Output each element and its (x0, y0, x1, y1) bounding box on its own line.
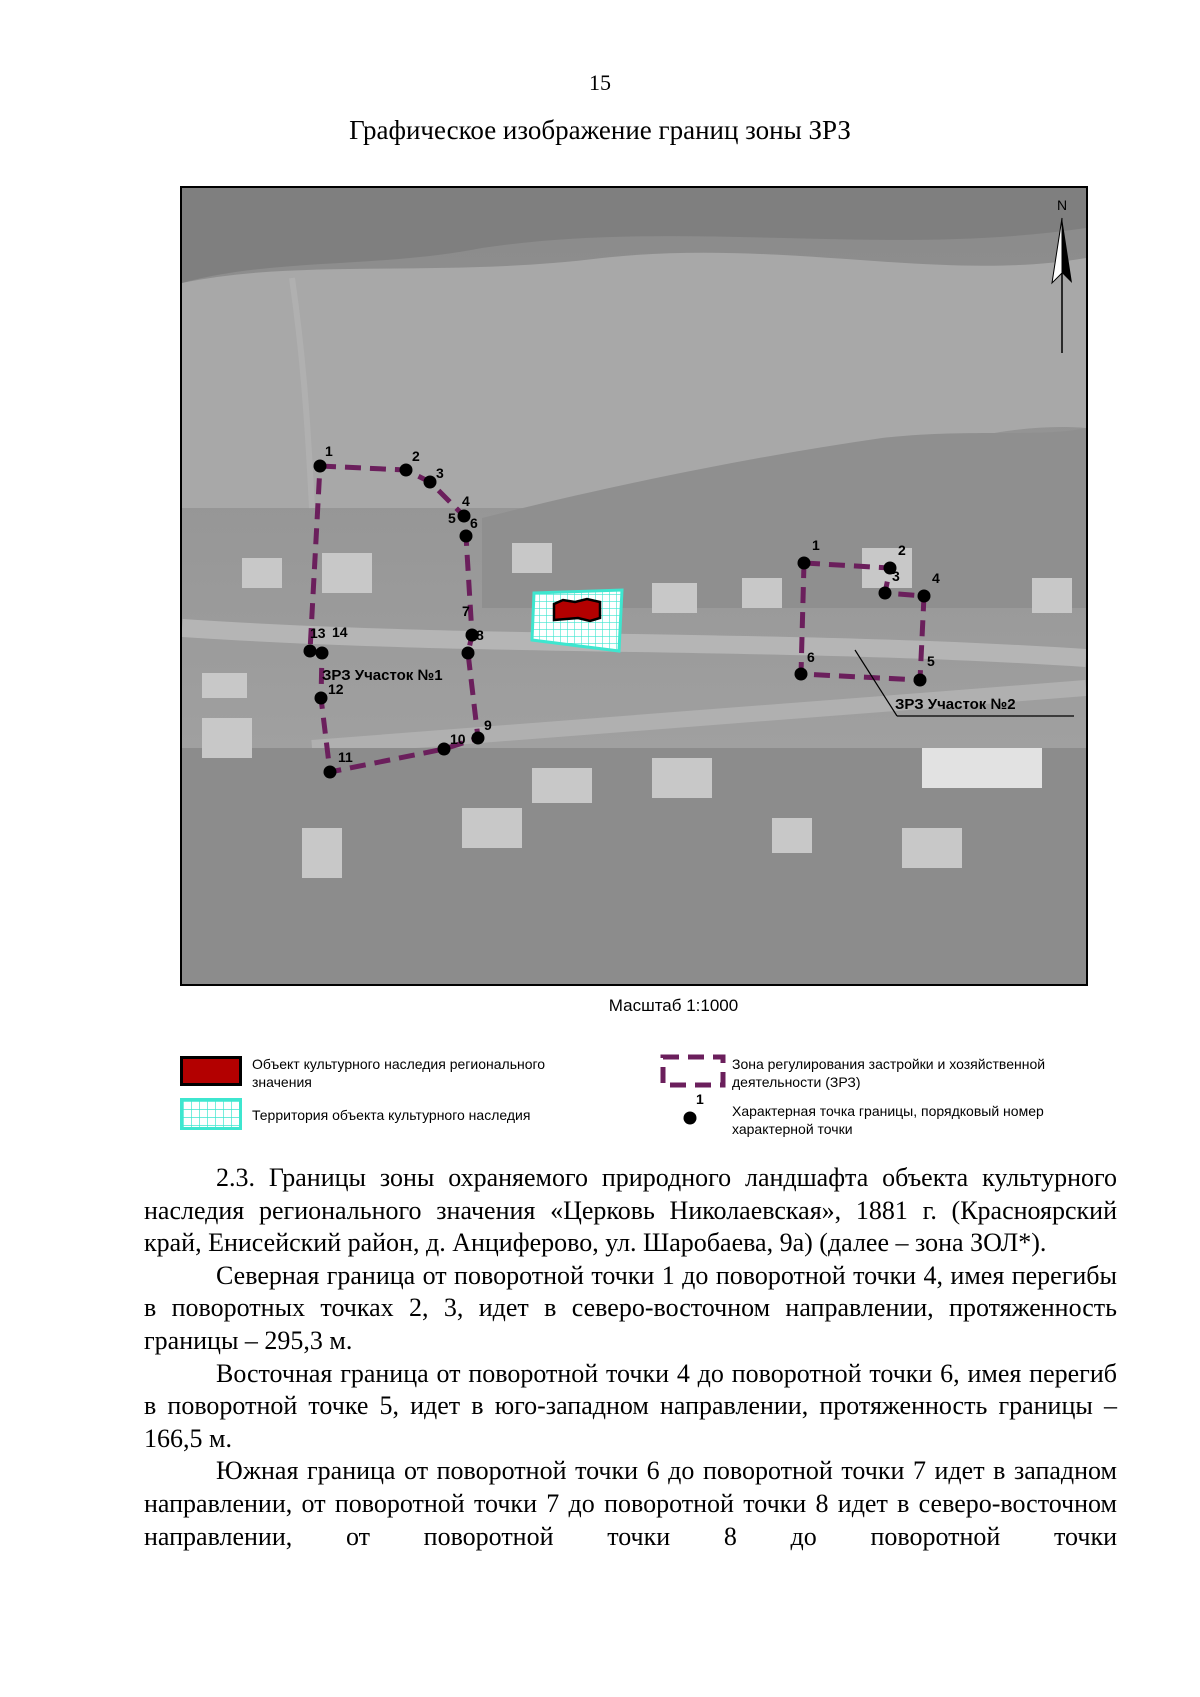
point-label: 6 (470, 515, 478, 531)
point-label: 10 (450, 731, 466, 747)
point-dot (315, 692, 328, 705)
legend-territory-label: Территория объекта культурного наследия (252, 1107, 531, 1123)
point-dot (914, 674, 927, 687)
point-label: 2 (412, 448, 420, 464)
point-label: 2 (898, 542, 906, 558)
point-dot (795, 668, 808, 681)
point-label: 8 (476, 627, 484, 643)
point-dot (460, 530, 473, 543)
point-label: 1 (812, 537, 820, 553)
legend-object-swatch (180, 1056, 242, 1086)
point-dot (400, 464, 413, 477)
point-label: 3 (436, 465, 444, 481)
paragraph: Северная граница от поворотной точки 1 до поворотной точки 4, имея перегибы в поворотных точках 2, 3, идет в северо-восточном направлении, протяженность границы – 295,3 м. (144, 1260, 1117, 1355)
legend-zone-swatch (660, 1054, 726, 1088)
point-label: 4 (932, 570, 940, 586)
point-label: 4 (462, 493, 470, 509)
point-dot (798, 557, 811, 570)
point-label: 5 (927, 653, 935, 669)
legend-object-label: Объект культурного наследия регионального значения (252, 1056, 546, 1090)
page-number: 15 (589, 70, 611, 95)
map-scale: Масштаб 1:1000 (608, 996, 739, 1015)
point-dot (918, 590, 931, 603)
body-text (144, 1162, 1117, 1553)
paragraph: Южная граница от поворотной точки 6 до поворотной точки 7 идет в западном направлении, от поворотной точки 7 до поворотной точки 8 идет в северо-восточном направлении, от поворотной точки 8 до поворотной точки (144, 1456, 1117, 1551)
north-label: N (1056, 197, 1068, 213)
point-dot (304, 645, 317, 658)
point-dot (324, 766, 337, 779)
point-dot (879, 587, 892, 600)
legend-territory-swatch (180, 1098, 242, 1130)
point-label: 11 (338, 749, 353, 765)
point-dot (424, 476, 437, 489)
page-title: Графическое изображение границ зоны ЗРЗ (349, 115, 851, 145)
legend-zone-label: Зона регулирования застройки и хозяйственной деятельности (ЗРЗ) (732, 1056, 1046, 1090)
zone2-label: ЗРЗ Участок №2 (895, 696, 1016, 713)
point-label: 3 (892, 568, 900, 584)
point-dot (438, 743, 451, 756)
point-label: 7 (462, 603, 470, 619)
point-label: 14 (332, 624, 348, 640)
point-dot (316, 647, 329, 660)
legend-point-sample-number: 1 (696, 1091, 704, 1107)
point-dot (458, 510, 471, 523)
map-figure (180, 186, 1088, 986)
point-label: 12 (328, 681, 344, 697)
point-label: 13 (310, 625, 326, 641)
point-dot (472, 732, 485, 745)
point-dot (462, 647, 475, 660)
point-label: 1 (325, 443, 333, 459)
heritage-territory (532, 590, 622, 651)
point-label: 6 (807, 649, 815, 665)
paragraph: Восточная граница от поворотной точки 4 до поворотной точки 6, имея перегиб в поворотной точке 5, идет в юго-западном направлении, протяженность границы – 166,5 м. (144, 1358, 1117, 1453)
heritage-object (554, 599, 600, 621)
legend-point-label: Характерная точка границы, порядковый номер характерной точки (732, 1103, 1044, 1137)
paragraph: 2.3. Границы зоны охраняемого природного ландшафта объекта культурного наследия регионального значения «Церковь Николаевская», 1881 г. (Красноярский край, Енисейский район, д. Анциферово, ул. Шаробаева, 9а) (далее – зона ЗОЛ*). (144, 1163, 1117, 1258)
point-label: 5 (448, 510, 456, 526)
zone1-label: ЗРЗ Участок №1 (322, 667, 443, 684)
map-canvas (182, 188, 1086, 984)
point-dot (314, 460, 327, 473)
point-label: 9 (484, 717, 492, 733)
